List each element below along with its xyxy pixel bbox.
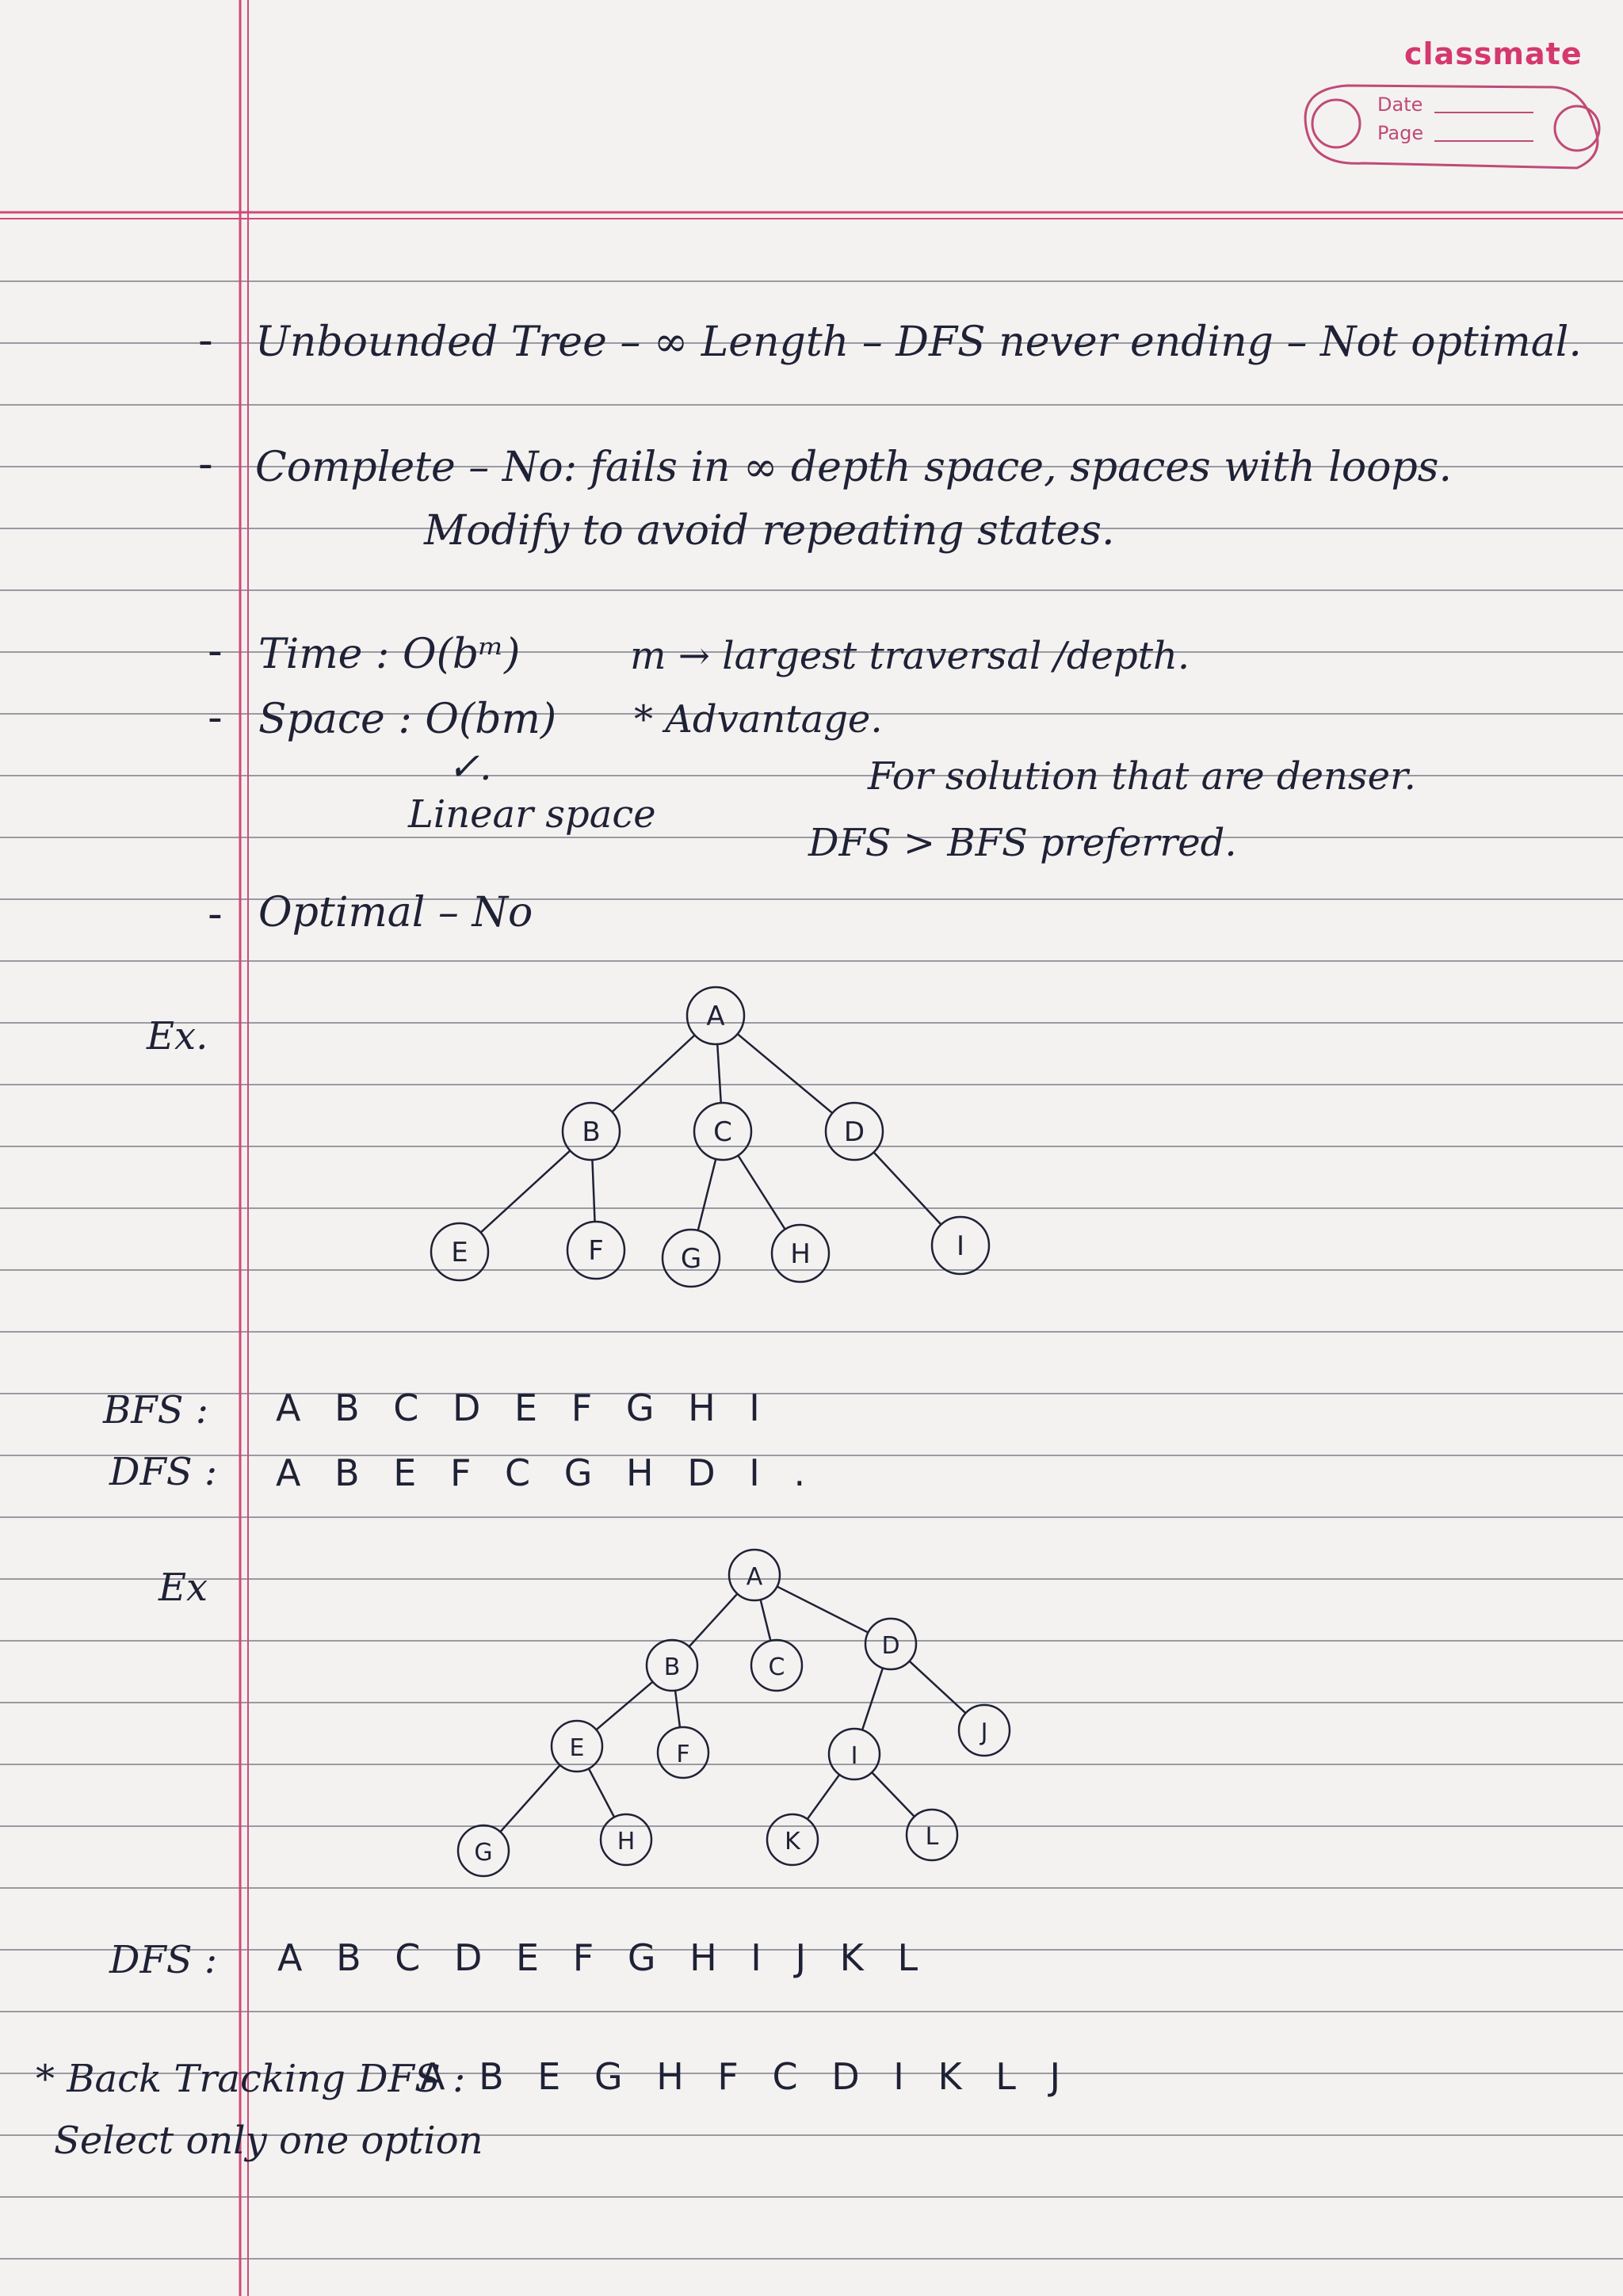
note-preferred: DFS > BFS preferred. bbox=[808, 821, 1237, 865]
example2-dfs-sequence: A B C D E F G H I J K L bbox=[277, 1936, 930, 1979]
bullet-dash: - bbox=[208, 891, 223, 938]
note-m-definition: m → largest traversal /depth. bbox=[630, 634, 1190, 678]
note-denser: For solution that are denser. bbox=[868, 754, 1416, 799]
page-label: Page bbox=[1377, 122, 1424, 144]
tree1-edge-a-b bbox=[612, 1035, 694, 1112]
bullet-dash: - bbox=[198, 317, 213, 364]
brand-logo: classmate bbox=[1404, 36, 1583, 71]
bullet-dash: - bbox=[198, 441, 213, 488]
note-advantage: * Advantage. bbox=[634, 697, 883, 742]
tree2-node-label-c: C bbox=[768, 1653, 785, 1681]
tree2-node-label-e: E bbox=[569, 1734, 585, 1762]
example1-dfs-sequence: A B E F C G H D I . bbox=[276, 1451, 817, 1494]
example1-bfs-label: BFS : bbox=[103, 1388, 208, 1432]
tree2-edge-b-f bbox=[675, 1691, 680, 1728]
tree2-node-label-i: I bbox=[850, 1742, 858, 1770]
date-page-stamp bbox=[1305, 86, 1599, 168]
example1-dfs-label: DFS : bbox=[109, 1450, 218, 1494]
note-linear-space: Linear space bbox=[408, 792, 656, 837]
backtracking-label: * Back Tracking DFS : bbox=[36, 2057, 466, 2101]
tree1-node-label-g: G bbox=[680, 1243, 702, 1275]
tree1-node-label-i: I bbox=[956, 1230, 965, 1262]
tree2-node-label-j: J bbox=[980, 1718, 988, 1746]
tree1-edge-a-d bbox=[738, 1034, 833, 1113]
tree1-node-label-a: A bbox=[706, 1001, 725, 1032]
tree2-edge-i-l bbox=[872, 1772, 915, 1817]
tree2-edge-d-i bbox=[862, 1668, 883, 1730]
backtracking-sequence: A B E G H F C D I K L J bbox=[420, 2055, 1072, 2098]
tree2-edge-i-k bbox=[808, 1775, 840, 1819]
note-space: Space : O(bm) bbox=[258, 696, 557, 743]
tree1-edge-b-e bbox=[481, 1150, 571, 1232]
tree1-edge-d-i bbox=[874, 1152, 941, 1224]
tree1-edge-b-f bbox=[592, 1160, 594, 1222]
note-time: Time : O(bᵐ) bbox=[258, 631, 521, 678]
tree2-node-label-k: K bbox=[785, 1828, 800, 1855]
tree2-edge-a-c bbox=[761, 1600, 771, 1641]
example1-label: Ex. bbox=[147, 1014, 208, 1058]
tree1-node-label-e: E bbox=[451, 1237, 468, 1268]
bullet-dash: - bbox=[208, 694, 223, 742]
note-modify: Modify to avoid repeating states. bbox=[424, 507, 1115, 555]
tick-mark: ✓. bbox=[448, 745, 492, 789]
note-optimal: Optimal – No bbox=[258, 889, 533, 936]
example2-dfs-label: DFS : bbox=[109, 1938, 218, 1982]
tree2-edge-a-d bbox=[777, 1586, 869, 1632]
tree1-edge-a-c bbox=[717, 1044, 721, 1103]
tree2-node-label-l: L bbox=[925, 1823, 939, 1851]
tree1-edge-c-h bbox=[738, 1155, 785, 1229]
tree2-edge-e-g bbox=[500, 1765, 559, 1832]
tree1-node-label-c: C bbox=[713, 1116, 732, 1148]
bullet-dash: - bbox=[208, 627, 223, 675]
tree2-edge-b-e bbox=[596, 1682, 652, 1730]
tree1-node-label-b: B bbox=[582, 1116, 601, 1148]
note-unbounded: Unbounded Tree – ∞ Length – DFS never ending – Not optimal. bbox=[255, 318, 1582, 366]
example2-label: Ex bbox=[158, 1566, 208, 1610]
tree1-node-label-d: D bbox=[843, 1116, 865, 1148]
tree2-edge-d-j bbox=[910, 1661, 966, 1714]
tree1-node-label-h: H bbox=[790, 1238, 811, 1270]
tree1-node-label-f: F bbox=[588, 1235, 604, 1267]
tree2-edge-e-h bbox=[589, 1768, 614, 1817]
tree2-node-label-h: H bbox=[617, 1828, 636, 1855]
tree2-node-label-d: D bbox=[881, 1632, 900, 1660]
date-label: Date bbox=[1377, 93, 1423, 116]
tree2-node-label-b: B bbox=[663, 1653, 681, 1681]
example1-bfs-sequence: A B C D E F G H I bbox=[276, 1386, 771, 1429]
tree1-edge-c-g bbox=[698, 1159, 716, 1230]
backtracking-note: Select only one option bbox=[54, 2119, 483, 2163]
tree2-edge-a-b bbox=[689, 1594, 738, 1647]
tree2-node-label-g: G bbox=[474, 1839, 493, 1867]
tree2-node-label-f: F bbox=[676, 1741, 690, 1768]
note-complete: Complete – No: fails in ∞ depth space, spaces with loops. bbox=[255, 444, 1452, 491]
tree2-node-label-a: A bbox=[746, 1563, 763, 1591]
